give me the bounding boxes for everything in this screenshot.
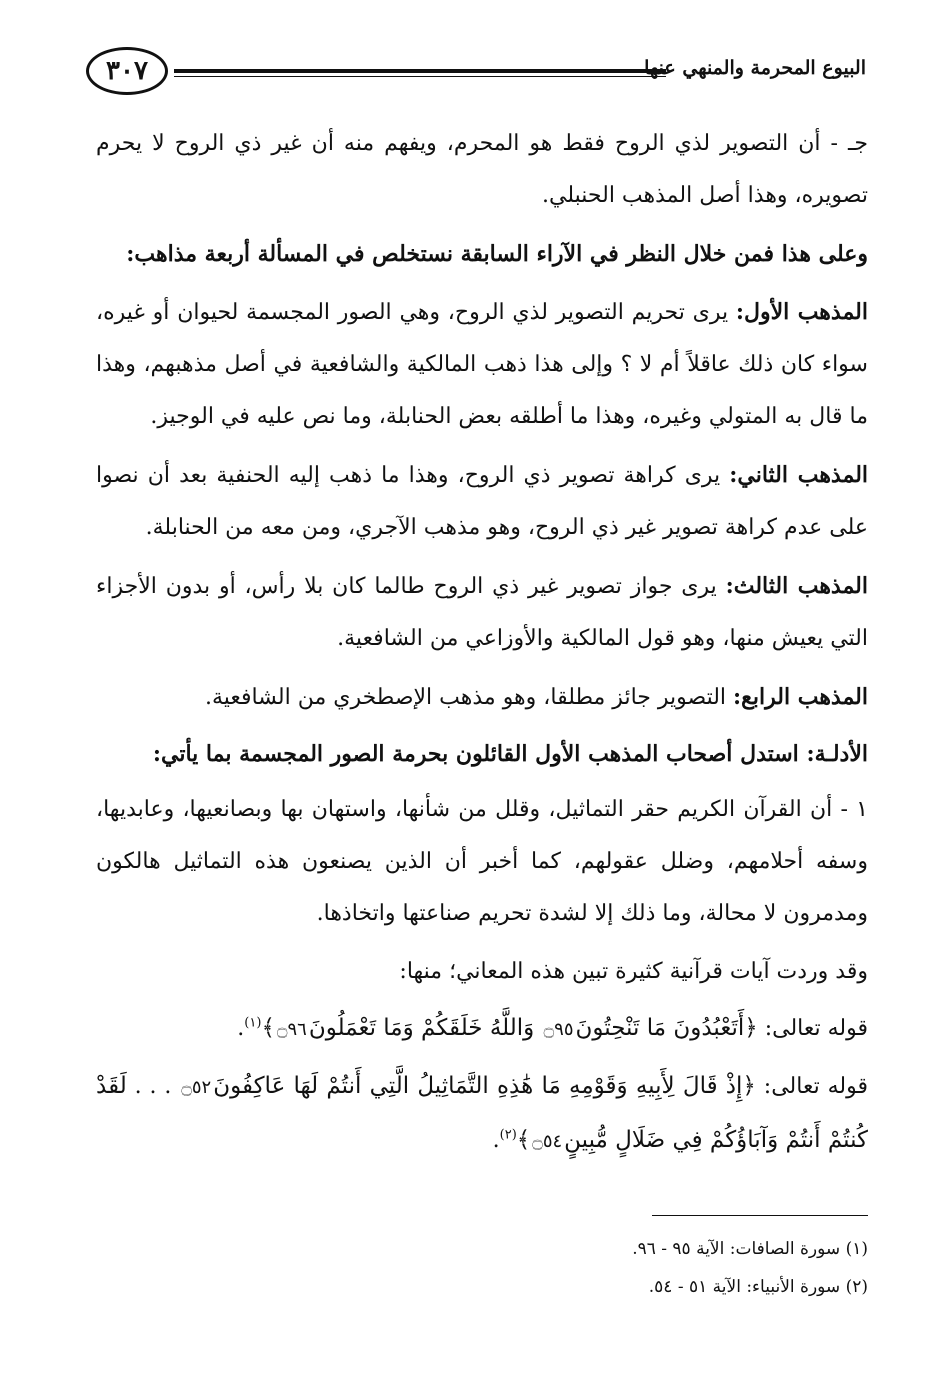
- footnote-1: (١) سورة الصافات: الآية ٩٥ - ٩٦.: [632, 1239, 868, 1259]
- fourth-opinion-text: التصوير جائز مطلقا، وهو مذهب الإصطخري من الشافعية.: [205, 685, 734, 710]
- verse-2-text-a: إِذْ قَالَ لِأَبِيهِ وَقَوْمِهِ مَا هَٰذِهِ التَّمَاثِيلُ الَّتِي أَنتُمْ لَهَا عَاكِفُونَ: [213, 1073, 743, 1099]
- paragraph-summary-intro: وعلى هذا فمن خلال النظر في الآراء السابقة نستخلص في المسألة أربعة مذاهب:: [126, 241, 868, 267]
- footnote-2: (٢) سورة الأنبياء: الآية ٥١ - ٥٤.: [648, 1277, 868, 1297]
- verse-1-number-1: ٩٥: [554, 1019, 574, 1040]
- header-rule-thin: [174, 76, 666, 77]
- ayah-number-ornament: ۝٥٤: [532, 1131, 563, 1152]
- ayah-number-ornament: ۝٩٥: [543, 1019, 574, 1040]
- page-number: ٣٠٧: [86, 47, 168, 95]
- verse-block-1: [96, 1002, 868, 1056]
- paragraph-first-opinion: [96, 286, 868, 443]
- verse-2-intro: قوله تعالى:: [755, 1074, 868, 1099]
- ayah-number-ornament: ۝٩٦: [276, 1019, 307, 1040]
- verse-1-period: .: [237, 1016, 245, 1041]
- evidence-label: الأدلـة:: [806, 741, 868, 767]
- first-opinion-label: المذهب الأول:: [735, 299, 868, 325]
- paragraph-fourth-opinion: [96, 671, 868, 724]
- footnotes: [96, 1230, 868, 1306]
- verse-block-2: [96, 1060, 868, 1168]
- footnote-ref-2: (٢): [499, 1127, 517, 1143]
- verse-2-period: .: [492, 1128, 500, 1153]
- paragraph-third-opinion: [96, 560, 868, 665]
- verse-2-text-b: لَقَدْ كُنتُمْ أَنتُمْ وَآبَاؤُكُمْ فِي ضَلَالٍ مُّبِينٍ: [96, 1073, 868, 1153]
- paragraph-second-opinion: [96, 449, 868, 554]
- header-rule-thick: [174, 69, 666, 73]
- verse-2-number-1: ٥٢: [191, 1077, 212, 1098]
- verse-1-number-2: ٩٦: [287, 1019, 307, 1040]
- verse-1-text-a: أَتَعْبُدُونَ مَا تَنْحِتُونَ: [575, 1015, 745, 1041]
- paragraph-verses-intro: وقد وردت آيات قرآنية كثيرة تبين هذه المعاني؛ منها:: [399, 959, 868, 984]
- footnote-separator: [652, 1215, 868, 1216]
- verse-2-close-bracket: ﴾: [516, 1127, 531, 1153]
- paragraph-evidence-intro: [96, 728, 868, 780]
- first-opinion-text: يرى تحريم التصوير لذي الروح، وهي الصور المجسمة لحيوان أو غيره، سواء كان ذلك عاقلاً أم لا ؟ وإلى هذا ذهب المالكية والشافعية في أصل مذهبهم، وهذا ما قال به المتولي وغيره، وهذا ما أطلقه بعض الحنابلة، وما نص عليه في الوجيز.: [96, 300, 868, 429]
- verse-2-open-bracket: ﴿: [742, 1073, 756, 1099]
- third-opinion-label: المذهب الثالث:: [725, 573, 868, 599]
- verse-1-text-b: وَاللَّهُ خَلَقَكُمْ وَمَا تَعْمَلُونَ: [308, 1015, 542, 1041]
- footnote-ref-1: (١): [244, 1015, 262, 1031]
- fourth-opinion-label: المذهب الرابع:: [733, 684, 868, 710]
- third-opinion-text: يرى جواز تصوير غير ذي الروح طالما كان بلا رأس، أو بدون الأجزاء التي يعيش منها، وهو قول المالكية والأوزاعي من الشافعية.: [96, 574, 868, 651]
- verse-1-open-bracket: ﴿: [744, 1015, 758, 1041]
- main-text: [96, 118, 868, 1174]
- paragraph-point-jeem: جـ - أن التصوير لذي الروح فقط هو المحرم، ويفهم منه أن غير ذي الروح لا يحرم تصويره، وهذا أصل المذهب الحنبلي.: [96, 131, 868, 208]
- second-opinion-label: المذهب الثاني:: [729, 462, 869, 488]
- verse-1-intro: قوله تعالى:: [757, 1016, 868, 1041]
- second-opinion-text: يرى كراهة تصوير ذي الروح، وهذا ما ذهب إليه الحنفية بعد أن نصوا على عدم كراهة تصوير غير ذي الروح، وهو مذهب الآجري، ومن معه من الحنابلة.: [96, 463, 868, 540]
- header-rule: [174, 69, 666, 77]
- running-title: البيوع المحرمة والمنهي عنها: [644, 57, 866, 79]
- verse-1-close-bracket: ﴾: [261, 1015, 275, 1041]
- verse-2-ellipsis: . . .: [126, 1074, 180, 1099]
- ayah-number-ornament: ۝٥٢: [181, 1077, 212, 1098]
- verse-2-number-2: ٥٤: [542, 1131, 563, 1152]
- paragraph-point-one: ١ - أن القرآن الكريم حقر التماثيل، وقلل من شأنها، واستهان بها وبصانعيها، وعابديها، وسفه أحلامهم، وضلل عقولهم، كما أخبر أن الذين يصنعون هذه التماثيل هالكون ومدمرون لا محالة، وما ذلك إلا لشدة تحريم صناعتها واتخاذها.: [96, 797, 868, 926]
- page-header: [86, 45, 866, 105]
- evidence-text: استدل أصحاب المذهب الأول القائلون بحرمة الصور المجسمة بما يأتي:: [152, 741, 807, 767]
